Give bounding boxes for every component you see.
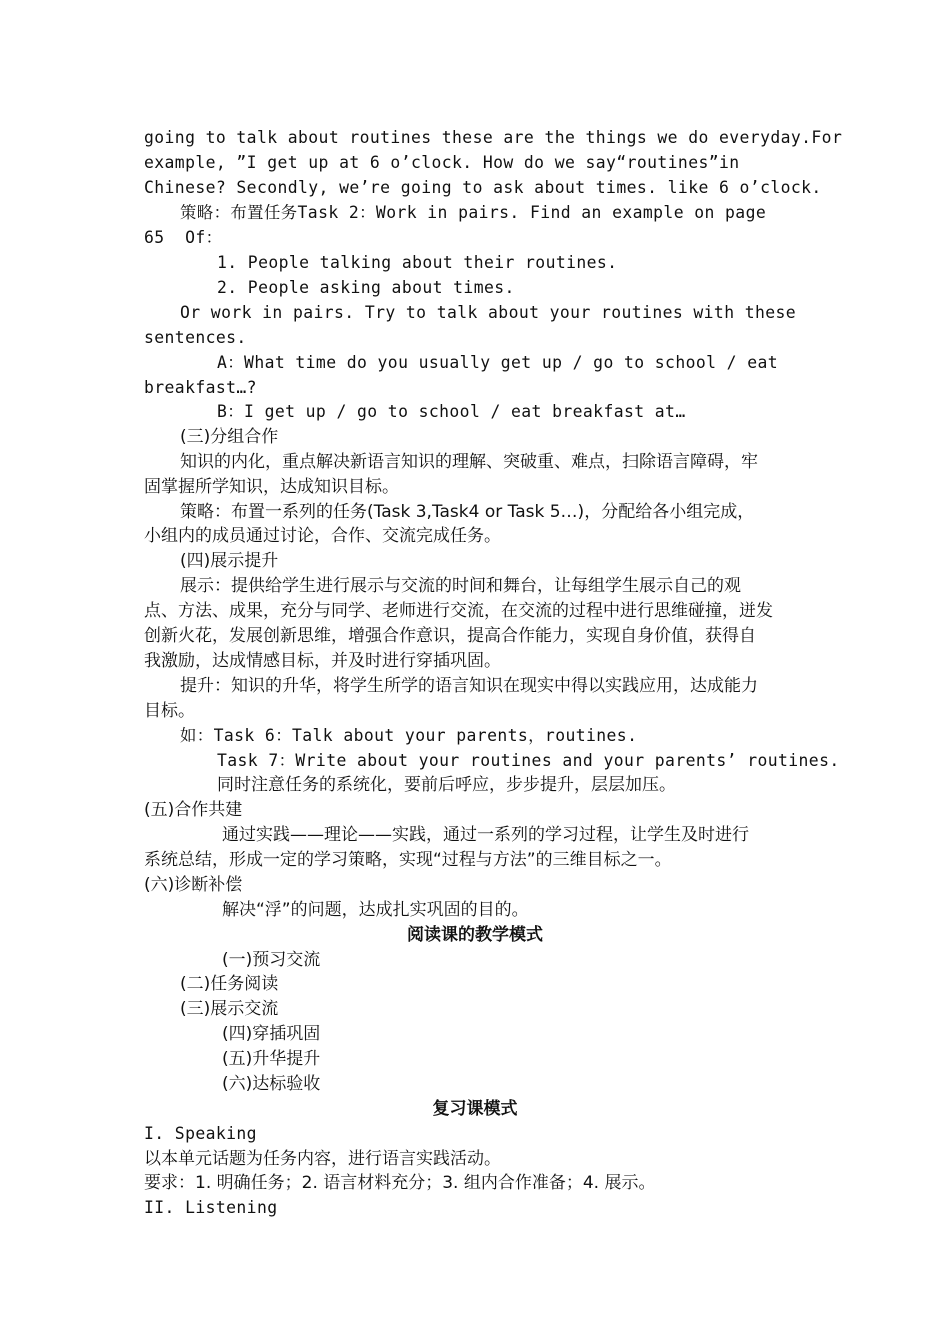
text-line: 我激励，达成情感目标，并及时进行穿插巩固。 — [144, 651, 501, 671]
text-line: 提升：知识的升华，将学生所学的语言知识在现实中得以实践应用，达成能力 — [180, 676, 758, 696]
text-line: example, ”I get up at 6 o’clock. How do we say“routines”in — [144, 153, 740, 172]
text-line: A：What time do you usually get up / go to school / eat — [217, 353, 778, 372]
text-line: 解决“浮”的问题，达成扎实巩固的目的。 — [222, 900, 529, 920]
list-item: (五)升华提升 — [222, 1049, 321, 1069]
list-item: (六)达标验收 — [222, 1074, 321, 1094]
reading-lesson-title: 阅读课的教学模式 — [407, 925, 543, 945]
text-line: Task 7：Write about your routines and your parents’ routines. — [217, 751, 840, 770]
text-line: Or work in pairs. Try to talk about your routines with these — [180, 303, 797, 322]
text-line: 以本单元话题为任务内容，进行语言实践活动。 — [144, 1149, 501, 1169]
section-heading: (三)分组合作 — [180, 427, 279, 447]
text-line: B：I get up / go to school / eat breakfast at… — [217, 402, 686, 421]
text-line: II. Listening — [144, 1198, 278, 1217]
text-line: 如：Task 6：Talk about your parents，routines. — [180, 726, 638, 745]
text-line: 知识的内化，重点解决新语言知识的理解、突破重、难点，扫除语言障碍，牢 — [180, 452, 758, 472]
text-line: 固掌握所学知识，达成知识目标。 — [144, 477, 399, 497]
text-line: 65 Of： — [144, 228, 223, 247]
text-line: 同时注意任务的系统化，要前后呼应，步步提升，层层加压。 — [217, 775, 676, 795]
text-line: 通过实践——理论——实践，通过一系列的学习过程，让学生及时进行 — [222, 825, 749, 845]
text-line: 1. People talking about their routines. — [217, 253, 618, 272]
text-line: 目标。 — [144, 701, 195, 721]
text-line: 点、方法、成果，充分与同学、老师进行交流，在交流的过程中进行思维碰撞，迸发 — [144, 601, 773, 621]
list-item: (二)任务阅读 — [180, 974, 279, 994]
text-line: 小组内的成员通过讨论，合作、交流完成任务。 — [144, 526, 501, 546]
text-line: going to talk about routines these are the things we do everyday.For — [144, 128, 843, 147]
review-lesson-title: 复习课模式 — [432, 1099, 518, 1119]
text-line: 策略：布置一系列的任务(Task 3,Task4 or Task 5…)，分配给各小组完成， — [180, 502, 755, 522]
text-line: sentences. — [144, 328, 247, 347]
text-line: I. Speaking — [144, 1124, 257, 1143]
list-item: (三)展示交流 — [180, 999, 279, 1019]
text-line: breakfast…? — [144, 378, 257, 397]
section-heading: (五)合作共建 — [144, 800, 243, 820]
text-line: 策略：布置任务Task 2：Work in pairs. Find an example on page — [180, 203, 767, 222]
text-line: 创新火花，发展创新思维，增强合作意识，提高合作能力，实现自身价值，获得自 — [144, 626, 756, 646]
list-item: (四)穿插巩固 — [222, 1024, 321, 1044]
text-line: 要求：1. 明确任务；2. 语言材料充分；3. 组内合作准备；4. 展示。 — [144, 1173, 656, 1193]
section-heading: (四)展示提升 — [180, 551, 279, 571]
text-line: 展示：提供给学生进行展示与交流的时间和舞台，让每组学生展示自己的观 — [180, 576, 741, 596]
text-line: 系统总结，形成一定的学习策略，实现“过程与方法”的三维目标之一。 — [144, 850, 672, 870]
section-heading: (六)诊断补偿 — [144, 875, 243, 895]
text-line: Chinese? Secondly, we’re going to ask about times. like 6 o’clock. — [144, 178, 822, 197]
list-item: (一)预习交流 — [222, 950, 321, 970]
text-line: 2. People asking about times. — [217, 278, 515, 297]
